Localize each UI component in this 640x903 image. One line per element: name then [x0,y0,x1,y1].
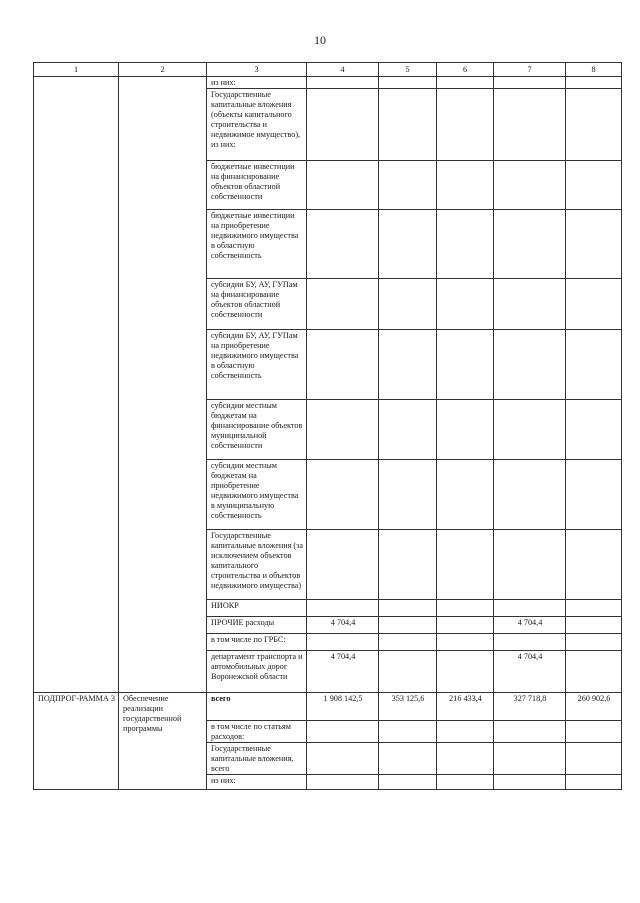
row-name-cell [119,77,207,693]
column-header: 1 [34,63,119,77]
value-cell [566,210,622,279]
value-cell [566,279,622,330]
value-cell [494,279,566,330]
value-cell [566,330,622,400]
value-cell [307,460,379,530]
expense-item-label: ПРОЧИЕ расходы [207,617,307,634]
expense-item-label: из них: [207,775,307,790]
value-cell [379,210,437,279]
value-cell [437,279,494,330]
value-cell [379,743,437,775]
expense-item-label: департамент транспорта и автомобильных дорог Воронежской области [207,651,307,693]
value-cell [566,775,622,790]
value-cell [379,279,437,330]
value-cell [307,775,379,790]
value-cell: 4 704,4 [494,651,566,693]
value-cell [566,651,622,693]
value-cell [437,77,494,89]
value-cell [437,530,494,600]
value-cell [437,600,494,617]
value-cell [379,617,437,634]
value-cell [379,330,437,400]
value-cell [437,634,494,651]
value-cell [566,743,622,775]
value-cell [379,400,437,460]
row-section-cell [34,77,119,693]
value-cell [307,161,379,210]
value-cell [494,743,566,775]
value-cell: 1 908 142,5 [307,693,379,721]
expense-item-label: в том числе по статьям расходов: [207,721,307,743]
value-cell [494,721,566,743]
value-cell: 4 704,4 [307,617,379,634]
value-cell [307,600,379,617]
column-header: 3 [207,63,307,77]
expense-item-label: субсидии местным бюджетам на финансирование объектов муниципальной собственности [207,400,307,460]
expense-item-label: в том числе по ГРБС: [207,634,307,651]
expense-item-label: Государственные капитальные вложения (за исключением объектов капитального строительства и объектов недвижимого имущества) [207,530,307,600]
value-cell [494,89,566,161]
expense-item-label: субсидии БУ, АУ, ГУПам на приобретение недвижимого имущества в областную собственность [207,330,307,400]
value-cell [566,617,622,634]
value-cell [566,600,622,617]
value-cell [566,460,622,530]
value-cell [307,743,379,775]
value-cell [437,743,494,775]
value-cell [566,77,622,89]
expense-item-label: бюджетные инвестиции на финансирование объектов областной собственности [207,161,307,210]
value-cell [566,161,622,210]
value-cell [379,651,437,693]
value-cell [379,775,437,790]
value-cell [566,721,622,743]
value-cell [379,721,437,743]
value-cell [494,210,566,279]
value-cell: 216 433,4 [437,693,494,721]
value-cell [307,89,379,161]
value-cell [437,161,494,210]
value-cell [494,600,566,617]
value-cell [379,89,437,161]
table-row [34,693,622,721]
value-cell [437,460,494,530]
value-cell: 353 125,6 [379,693,437,721]
value-cell [494,530,566,600]
expense-item-label: Государственные капитальные вложения (объекты капитального строительства и недвижимое имущество), из них: [207,89,307,161]
value-cell [307,330,379,400]
column-header: 7 [494,63,566,77]
value-cell [379,634,437,651]
expense-item-label: из них: [207,77,307,89]
value-cell [379,600,437,617]
value-cell [437,330,494,400]
column-header: 5 [379,63,437,77]
column-header: 6 [437,63,494,77]
budget-table [33,62,622,790]
expense-item-label: НИОКР [207,600,307,617]
table-header-row [34,63,622,77]
table-row [34,77,622,89]
expense-item-label: субсидии БУ, АУ, ГУПам на финансирование объектов областной собственности [207,279,307,330]
value-cell [437,721,494,743]
value-cell [494,775,566,790]
value-cell: 327 718,8 [494,693,566,721]
value-cell [437,89,494,161]
value-cell: 4 704,4 [494,617,566,634]
value-cell [307,400,379,460]
expense-item-label: всего [207,693,307,721]
value-cell [566,530,622,600]
value-cell [566,89,622,161]
column-header: 2 [119,63,207,77]
value-cell [379,161,437,210]
value-cell [494,330,566,400]
value-cell [379,530,437,600]
value-cell [494,460,566,530]
subprogram-name: Обеспечение реализации государственной программы [119,693,207,790]
value-cell [437,617,494,634]
value-cell [307,721,379,743]
value-cell [437,775,494,790]
page-number: 10 [314,33,326,47]
value-cell [307,77,379,89]
value-cell [379,460,437,530]
value-cell [307,530,379,600]
value-cell [494,400,566,460]
value-cell [437,210,494,279]
column-header: 4 [307,63,379,77]
value-cell [437,651,494,693]
value-cell [494,77,566,89]
column-header: 8 [566,63,622,77]
value-cell [494,634,566,651]
value-cell: 4 704,4 [307,651,379,693]
value-cell [379,77,437,89]
value-cell [566,400,622,460]
value-cell [566,634,622,651]
value-cell [494,161,566,210]
subprogram-code: ПОДПРОГ-РАММА 3 [34,693,119,790]
value-cell: 260 902,6 [566,693,622,721]
expense-item-label: субсидии местным бюджетам на приобретение недвижимого имущества в муниципальную собственность [207,460,307,530]
expense-item-label: бюджетные инвестиции на приобретение недвижимого имущества в областную собственность [207,210,307,279]
expense-item-label: Государственные капитальные вложения, всего [207,743,307,775]
value-cell [307,634,379,651]
value-cell [437,400,494,460]
value-cell [307,279,379,330]
value-cell [307,210,379,279]
